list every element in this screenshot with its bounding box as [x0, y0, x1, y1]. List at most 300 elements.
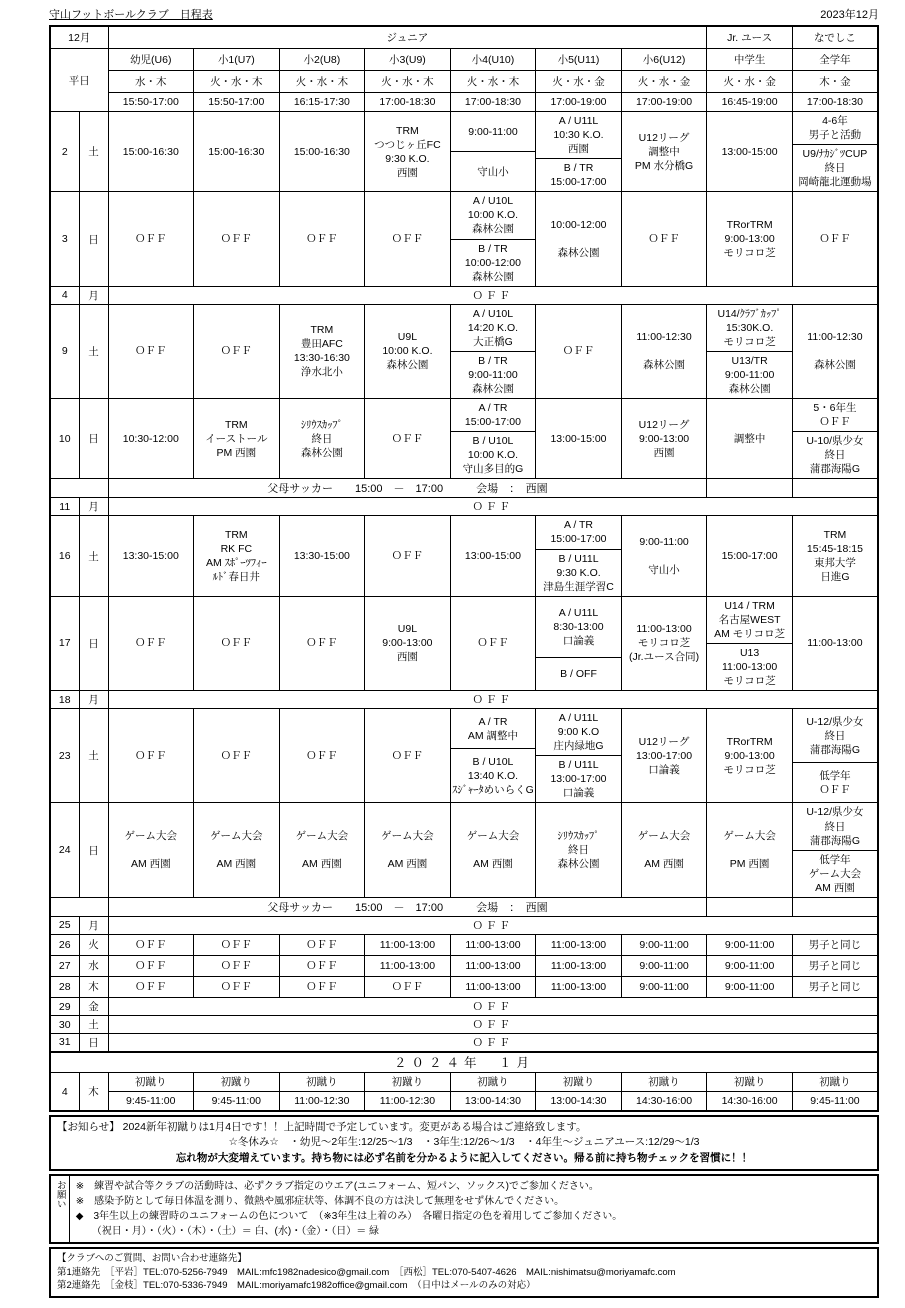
cell-bottom-section [280, 1092, 365, 1110]
cell-bottom-section [451, 749, 536, 802]
request-line-health: ※ 感染予防として毎日体温を測り、微熱や風邪症状等、体調不良の方は決して無理をせず休んでください。 [75, 1195, 565, 1207]
schedule-cell [365, 596, 451, 690]
cell-line: 15:00-17:00 [464, 416, 521, 429]
schedule-cell [792, 596, 878, 690]
cell-line: ゲーム大会 [381, 830, 434, 843]
cell-line: 9:00-11:00 [468, 125, 518, 138]
cell-line: A / U11L [558, 606, 599, 619]
cell-line: 11:00-13:00 [465, 980, 521, 993]
date-cell: 2 [50, 112, 79, 192]
schedule-cell [365, 709, 451, 803]
banner-right-cell [792, 897, 878, 916]
cell-line: ＯＦＦ [220, 637, 253, 650]
cell-line: TRM [823, 528, 847, 541]
contact-box [49, 1247, 879, 1298]
schedule-cell [279, 112, 365, 192]
cell-line: ＯＦＦ [220, 232, 253, 245]
cell-top-section [451, 1073, 536, 1092]
schedule-cell [536, 192, 622, 286]
cell-line: 5・6年生 [813, 402, 857, 415]
cell-line: B / TR [563, 162, 594, 175]
month-divider-row [50, 1052, 878, 1073]
cell-line: ｽｼﾞｬｰﾀめいらくG [452, 783, 534, 796]
cell-line: 8:30-13:00 [553, 620, 604, 633]
weekday-times-cell: 17:00-18:30 [792, 93, 878, 112]
schedule-cell [450, 955, 536, 976]
cell-line: 10:00 K.O. [467, 209, 519, 222]
cell-line: ＯＦＦ [220, 980, 253, 993]
group-header-cell: なでしこ [792, 26, 878, 49]
cell-line: 男子と同じ [808, 980, 862, 993]
column-header-cell: 中学生 [707, 49, 793, 71]
weekday-days-cell: 火・水・金 [621, 71, 707, 93]
cell-line: 10:00-12:00 [550, 218, 607, 231]
schedule-cell [536, 596, 622, 690]
cell-line: 口論義 [562, 787, 595, 800]
off-span-cell: ＯＦＦ [108, 691, 878, 709]
off-row [50, 691, 878, 709]
cell-line [110, 843, 193, 857]
cell-line: 終日 [311, 432, 333, 445]
cell-line: 終日 [568, 844, 589, 857]
schedule-cell [279, 976, 365, 997]
cell-line [623, 344, 706, 358]
cell-line: 13:00-15:00 [721, 145, 778, 158]
schedule-cell [365, 803, 451, 897]
cell-line: U13 [739, 646, 760, 659]
date-cell: 26 [50, 934, 79, 955]
schedule-cell [194, 192, 280, 286]
cell-top-section [536, 1073, 621, 1092]
date-cell: 24 [50, 803, 79, 897]
cell-line: A / TR [564, 519, 593, 532]
schedule-cell [707, 399, 793, 479]
cell-top-section [451, 112, 536, 152]
day-cell: 水 [79, 955, 108, 976]
cell-line: 10:00-12:00 [464, 256, 521, 269]
cell-line: ＯＦＦ [306, 938, 338, 951]
cell-line: AM ｽﾎﾟｰﾂﾌｨｰ [205, 557, 267, 570]
date-cell: 4 [50, 286, 79, 304]
schedule-cell [450, 803, 536, 897]
schedule-cell [792, 304, 878, 398]
cell-line: 調整中 [733, 432, 766, 445]
schedule-row [50, 516, 878, 596]
top-bar [49, 6, 879, 22]
cell-bottom-section [707, 352, 792, 398]
cell-line: B / U11L [558, 759, 599, 772]
schedule-cell [108, 192, 194, 286]
weekday-times-row [50, 93, 878, 112]
cell-line: ＯＦＦ [391, 749, 424, 762]
cell-line: 口論義 [562, 634, 595, 647]
schedule-cell [621, 1073, 707, 1112]
cell-line: 森林公園 [643, 359, 686, 372]
cell-line: 初蹴り [391, 1076, 424, 1088]
weekday-days-cell: 火・水・木 [279, 71, 365, 93]
cell-line: 森林公園 [728, 383, 771, 395]
cell-line: ＯＦＦ [819, 416, 851, 429]
cell-line: AM 西園 [216, 858, 257, 871]
cell-line: 岡崎龍北運動場 [798, 176, 872, 189]
schedule-cell [707, 596, 793, 690]
parents-soccer-row [50, 897, 878, 916]
cell-line: 11:00-12:30 [807, 331, 863, 344]
cell-bottom-section [365, 1092, 450, 1110]
cell-line: ゲーム大会 [723, 830, 776, 843]
schedule-row [50, 976, 878, 997]
schedule-cell [108, 934, 194, 955]
cell-line: 西園 [653, 446, 675, 459]
cell-line: U-12/県少女 [806, 715, 864, 728]
cell-top-section [793, 399, 877, 432]
schedule-cell [450, 516, 536, 596]
schedule-cell [108, 976, 194, 997]
cell-line: 終日 [824, 449, 846, 462]
cell-bottom-section [109, 1092, 194, 1110]
cell-line: 11:00-12:30 [636, 331, 692, 344]
cell-line: 13:30-15:00 [293, 550, 350, 562]
cell-line: AM モリコロ芝 [714, 627, 786, 640]
cell-line: ゲーム大会 [466, 830, 520, 843]
cell-line [794, 344, 876, 358]
cell-line: PM 水分橋G [634, 159, 694, 172]
day-cell: 月 [79, 498, 108, 516]
cell-line: 9:45-11:00 [211, 1095, 262, 1108]
cell-line: 津島生涯学習C [543, 580, 614, 593]
cell-line: A / U11L [558, 712, 599, 725]
cell-top-section [793, 1073, 877, 1092]
cell-line: 9:45-11:00 [126, 1095, 176, 1108]
cell-line [708, 843, 791, 857]
cell-bottom-section [536, 1092, 621, 1110]
schedule-cell [450, 192, 536, 286]
date-cell: 28 [50, 976, 79, 997]
month-divider-cell: ２０２４年 １月 [50, 1052, 878, 1073]
cell-top-section [451, 709, 536, 749]
weekday-days-cell: 火・水・木 [194, 71, 280, 93]
cell-line: 10:00 K.O. [467, 449, 519, 462]
off-span-cell: ＯＦＦ [108, 998, 878, 1016]
request-box [49, 1174, 879, 1244]
cell-line [623, 549, 706, 563]
cell-line: 初蹴り [562, 1076, 595, 1088]
cell-line: 11:00-13:00 [636, 623, 692, 636]
cell-line: 13:00-17:00 [636, 749, 693, 762]
cell-line: ＯＦＦ [477, 637, 509, 650]
day-cell: 土 [79, 516, 108, 596]
weekday-days-cell: 火・水・木 [450, 71, 536, 93]
cell-line [281, 843, 364, 857]
cell-top-section [793, 112, 877, 145]
weekday-days-row [50, 71, 878, 93]
cell-line: 森林公園 [557, 858, 600, 871]
cell-line: U13/TR [731, 354, 768, 367]
day-cell: 土 [79, 304, 108, 398]
cell-line: RK FC [220, 542, 253, 555]
cell-line: 11:00-13:00 [465, 959, 521, 972]
cell-line: 調整中 [648, 145, 680, 158]
schedule-table-head [50, 26, 878, 112]
weekday-days-cell: 火・水・金 [707, 71, 793, 93]
cell-top-section [451, 305, 536, 352]
contact-line-1: 第1連絡先 ［平岩］TEL:070-5256-7949 MAIL:mfc1982nadesico@gmail.com ［西松］TEL:070-5407-4626 MAIL:nishimatsu@moriyamafc.com [57, 1266, 676, 1278]
schedule-cell [536, 976, 622, 997]
cell-bottom-section [536, 756, 621, 802]
schedule-cell [621, 192, 707, 286]
cell-line: モリコロ芝 [723, 675, 776, 687]
schedule-row [50, 399, 878, 479]
cell-line: B / U11L [558, 552, 599, 565]
schedule-cell [279, 596, 365, 690]
group-header-cell: ジュニア [108, 26, 707, 49]
cell-line: ＯＦＦ [391, 432, 424, 445]
schedule-cell [621, 934, 707, 955]
schedule-row [50, 934, 878, 955]
cell-line: ＯＦＦ [306, 637, 338, 650]
schedule-cell [792, 976, 878, 997]
cell-line: 森林公園 [300, 446, 343, 459]
cell-bottom-section [536, 550, 621, 596]
cell-line: 4-6年 [822, 115, 848, 127]
schedule-cell [450, 399, 536, 479]
cell-line: 11:00-13:00 [465, 938, 521, 951]
banner-left-cell [50, 479, 108, 498]
cell-line: モリコロ芝 [723, 763, 776, 776]
cell-line: 10:30 K.O. [553, 129, 604, 142]
cell-line: 蒲郡海陽G [809, 463, 861, 476]
schedule-cell [621, 803, 707, 897]
cell-line: 11:00-12:30 [379, 1095, 436, 1108]
schedule-cell [450, 596, 536, 690]
banner-right-cell [707, 897, 793, 916]
schedule-cell [279, 955, 365, 976]
weekday-days-cell: 火・水・木 [365, 71, 451, 93]
cell-bottom-section [451, 152, 536, 191]
cell-line: ﾙﾄﾞ春日井 [212, 571, 260, 584]
day-cell: 月 [79, 916, 108, 934]
cell-line: 13:30-16:30 [293, 352, 350, 365]
cell-line: ＯＦＦ [391, 232, 424, 245]
cell-line: ｼﾘｳｽｶｯﾌﾟ [557, 830, 600, 843]
cell-line: 11:00-13:00 [721, 660, 778, 673]
weekday-times-cell: 15:50-17:00 [194, 93, 280, 112]
off-span-cell: ＯＦＦ [108, 916, 878, 934]
schedule-cell [536, 399, 622, 479]
cell-bottom-section [622, 1092, 707, 1110]
schedule-cell [194, 955, 280, 976]
schedule-cell [536, 803, 622, 897]
schedule-cell [621, 112, 707, 192]
schedule-row [50, 1073, 878, 1112]
schedule-row [50, 955, 878, 976]
cell-line: 15:00-16:30 [293, 145, 350, 158]
weekday-times-cell: 17:00-19:00 [536, 93, 622, 112]
weekday-days-cell: 水・木 [108, 71, 194, 93]
schedule-cell [365, 112, 451, 192]
cell-line: AM 西園 [644, 858, 684, 871]
banner-right-cell [707, 479, 793, 498]
cell-line: 9:30 K.O. [556, 566, 601, 579]
day-cell: 土 [79, 112, 108, 192]
cell-line: U9/ﾅｶｼﾞﾂCUP [802, 148, 868, 161]
cell-line: U12リーグ [638, 735, 690, 748]
cell-line [452, 843, 535, 857]
schedule-cell [365, 934, 451, 955]
day-cell: 火 [79, 934, 108, 955]
cell-line: 9:00-11:00 [639, 959, 689, 972]
schedule-cell [707, 955, 793, 976]
schedule-cell [536, 709, 622, 803]
cell-line: 男子と同じ [808, 959, 862, 972]
cell-line: 守山多目的G [462, 463, 524, 476]
schedule-row [50, 596, 878, 690]
cell-line: 9:00-11:00 [724, 959, 775, 972]
schedule-cell [365, 955, 451, 976]
request-line-color-detail: （祝日・月）・（火）・（木）・（土）＝ 白、(水)・（金）・（日）＝ 緑 [91, 1225, 379, 1237]
schedule-cell [536, 1073, 622, 1112]
parents-soccer-cell: 父母サッカー 15:00 － 17:00 会場 ： 西園 [108, 479, 707, 498]
schedule-cell [108, 596, 194, 690]
cell-line: 15:30K.O. [725, 321, 774, 334]
cell-line: イーストール [205, 432, 268, 445]
cell-line: 森林公園 [557, 247, 600, 260]
schedule-cell [621, 976, 707, 997]
schedule-cell [792, 399, 878, 479]
request-line-color: ◆ 3年生以上の練習時のユニフォームの色について （※3年生は上着のみ） 各曜日指定の色を着用してご参加ください。 [75, 1210, 623, 1222]
schedule-cell [450, 934, 536, 955]
schedule-cell [792, 112, 878, 192]
schedule-cell [621, 399, 707, 479]
cell-line: 15:00-16:30 [122, 145, 179, 158]
cell-line: PM 西園 [729, 858, 770, 871]
cell-line: ＯＦＦ [819, 783, 851, 796]
cell-bottom-section [194, 1092, 279, 1110]
cell-line: ＯＦＦ [391, 550, 424, 562]
schedule-cell [621, 516, 707, 596]
column-header-cell: 全学年 [792, 49, 878, 71]
schedule-cell [365, 192, 451, 286]
cell-line: AM 西園 [473, 858, 513, 871]
cell-line: A / TR [478, 402, 508, 415]
cell-line: 10:00 K.O. [382, 345, 433, 358]
schedule-cell [707, 709, 793, 803]
schedule-cell [108, 516, 194, 596]
cell-line: AM 西園 [130, 858, 171, 871]
cell-line: 11:00-13:00 [379, 959, 436, 972]
cell-line: ＯＦＦ [220, 938, 253, 951]
cell-line: 庄内緑地G [553, 740, 604, 753]
cell-line: ＯＦＦ [135, 637, 167, 650]
cell-top-section [536, 709, 621, 756]
schedule-cell [792, 955, 878, 976]
day-cell: 金 [79, 998, 108, 1016]
cell-top-section [622, 1073, 707, 1092]
cell-line: 9:00-13:00 [724, 749, 775, 762]
cell-bottom-section [793, 763, 877, 802]
cell-line: ＯＦＦ [220, 345, 253, 358]
cell-line: A / U10L [472, 195, 514, 208]
cell-top-section [707, 597, 792, 644]
cell-line: 蒲郡海陽G [809, 834, 861, 847]
cell-line: AM 西園 [302, 858, 342, 871]
banner-left-cell [50, 897, 108, 916]
cell-line: ゲーム大会 [210, 830, 263, 843]
cell-line: B / U10L [472, 435, 514, 448]
schedule-cell [108, 399, 194, 479]
schedule-cell [707, 934, 793, 955]
cell-line: モリコロ芝 [723, 247, 776, 260]
day-cell: 日 [79, 399, 108, 479]
schedule-cell [450, 1073, 536, 1112]
cell-line: 15:00-17:00 [550, 176, 607, 189]
cell-top-section [194, 1073, 279, 1092]
cell-line: 11:00-13:00 [550, 959, 607, 972]
cell-line: 守山小 [648, 564, 680, 577]
cell-line: 14:30-16:00 [721, 1095, 778, 1108]
cell-line: 西園 [568, 143, 589, 156]
cell-top-section [109, 1073, 194, 1092]
weekday-days-cell: 火・水・金 [536, 71, 622, 93]
request-vertical-label: お願い [51, 1176, 70, 1242]
cell-line: 名古屋WEST [718, 613, 781, 626]
schedule-cell [792, 192, 878, 286]
off-row [50, 916, 878, 934]
schedule-cell [365, 1073, 451, 1112]
schedule-cell [792, 516, 878, 596]
cell-line: 13:00-14:30 [550, 1095, 607, 1108]
day-cell: 月 [79, 691, 108, 709]
schedule-cell [194, 399, 280, 479]
cell-top-section [536, 516, 621, 549]
schedule-cell [536, 516, 622, 596]
cell-bottom-section [707, 644, 792, 690]
schedule-row [50, 709, 878, 803]
schedule-cell [707, 192, 793, 286]
off-row [50, 1034, 878, 1052]
schedule-row [50, 803, 878, 897]
date-cell: 23 [50, 709, 79, 803]
cell-line: 初蹴り [648, 1076, 680, 1088]
schedule-cell [194, 596, 280, 690]
day-cell: 木 [79, 976, 108, 997]
cell-line: 13:30-15:00 [122, 550, 179, 562]
cell-line: 森林公園 [813, 359, 856, 372]
day-cell: 日 [79, 596, 108, 690]
cell-bottom-section [536, 159, 621, 191]
cell-line: 14:30-16:00 [636, 1095, 693, 1108]
cell-line: ＯＦＦ [135, 938, 167, 951]
cell-line: 15:00-17:00 [721, 550, 778, 562]
cell-line: 口論義 [648, 763, 680, 776]
cell-line: U12リーグ [638, 131, 690, 144]
request-body [70, 1176, 877, 1242]
cell-line: 13:00-14:30 [464, 1095, 521, 1108]
cell-line: 13:00-15:00 [464, 550, 521, 562]
schedule-cell [707, 112, 793, 192]
cell-line: ＯＦＦ [306, 749, 338, 762]
parents-soccer-cell: 父母サッカー 15:00 － 17:00 会場 ： 西園 [108, 897, 707, 916]
schedule-row [50, 304, 878, 398]
cell-line: 低学年 [819, 853, 851, 866]
cell-line: ＯＦＦ [562, 345, 595, 358]
day-cell: 土 [79, 709, 108, 803]
schedule-cell [108, 709, 194, 803]
cell-line: 9:00-11:00 [724, 980, 775, 993]
date-cell: 3 [50, 192, 79, 286]
cell-line: 15:00-17:00 [550, 533, 607, 546]
cell-line: 初蹴り [220, 1076, 253, 1088]
